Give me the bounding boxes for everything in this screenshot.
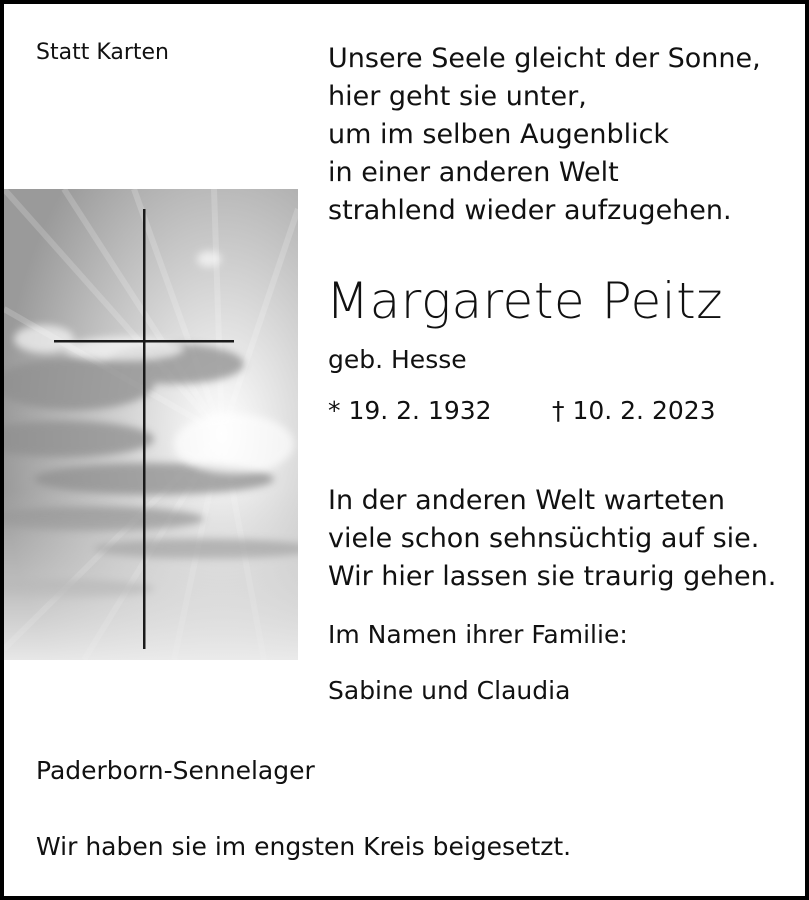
deceased-name: Margarete Peitz — [326, 272, 723, 330]
poem-line: Unsere Seele gleicht der Sonne, — [328, 43, 761, 74]
poem-line: strahlend wieder aufzugehen. — [328, 195, 732, 226]
sky-illustration — [4, 189, 298, 660]
poem-line: hier geht sie unter, — [328, 81, 587, 112]
poem-line: in einer anderen Welt — [328, 157, 619, 188]
closing-line: In der anderen Welt warteten — [328, 485, 725, 516]
sky-cross-image — [4, 189, 298, 660]
birth-name: geb. Hesse — [328, 345, 467, 374]
family-intro: Im Namen ihrer Familie: — [328, 620, 628, 649]
place-name: Paderborn-Sennelager — [36, 756, 315, 785]
birth-date: * 19. 2. 1932 — [328, 396, 492, 425]
closing-line: viele schon sehnsüchtig auf sie. — [328, 523, 760, 554]
closing-text — [328, 482, 776, 596]
burial-note: Wir haben sie im engsten Kreis beigesetzt. — [36, 832, 572, 861]
family-names: Sabine und Claudia — [328, 676, 571, 705]
poem — [328, 40, 761, 230]
header-label: Statt Karten — [36, 40, 169, 65]
death-date: † 10. 2. 2023 — [552, 396, 716, 425]
closing-line: Wir hier lassen sie traurig gehen. — [328, 561, 777, 592]
poem-line: um im selben Augenblick — [328, 119, 670, 150]
